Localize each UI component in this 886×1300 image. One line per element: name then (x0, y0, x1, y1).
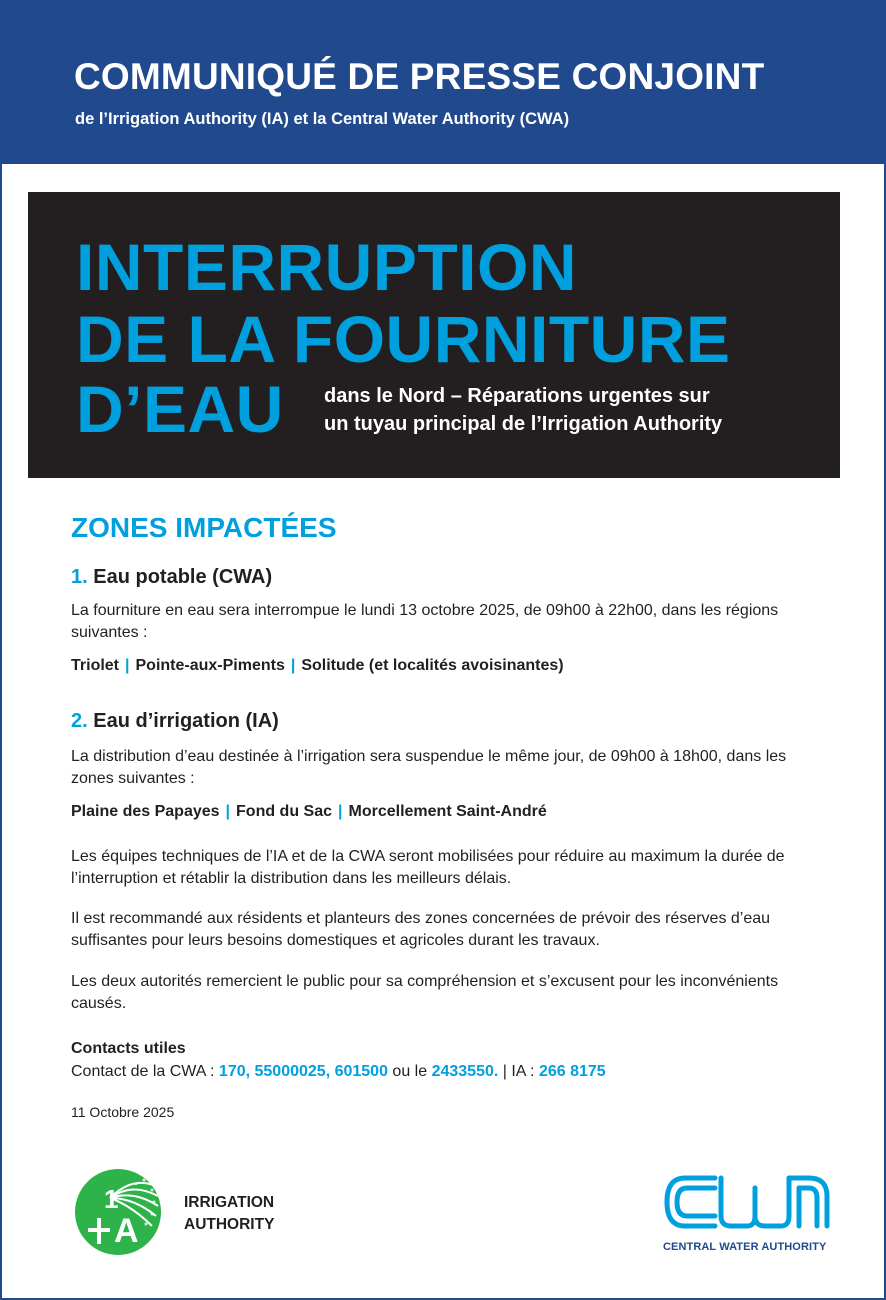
section-text-irrigation: La distribution d’eau destinée à l’irrigation sera suspendue le même jour, de 09h00 à 18h00, dans les zones suivantes : (71, 748, 787, 787)
contact-separator: | (498, 1063, 512, 1080)
cwa-logo-label: CENTRAL WATER AUTHORITY (663, 1241, 827, 1253)
hero-banner (28, 192, 840, 478)
header-band (0, 0, 886, 164)
place-separator: | (290, 657, 296, 674)
section-title: Eau potable (CWA) (93, 566, 273, 588)
publication-date: 11 Octobre 2025 (71, 1104, 175, 1120)
contact-ia-prefix: IA : (511, 1063, 539, 1080)
contact-ia-number: 266 8175 (538, 1063, 606, 1080)
places-list-irrigation (71, 803, 547, 821)
ia-logo-label-line-2: AUTHORITY (184, 1216, 275, 1233)
hero-headline-line-2: DE LA FOURNITURE (76, 302, 731, 376)
ia-logo-label-line-1: IRRIGATION (184, 1194, 275, 1211)
section-number: 1. (71, 566, 88, 588)
place-separator: | (225, 803, 231, 820)
section-title: Eau d’irrigation (IA) (93, 710, 279, 732)
place-item: Triolet (71, 657, 120, 674)
section-heading-potable (71, 566, 272, 589)
contact-or: ou le (387, 1063, 432, 1080)
page-title: COMMUNIQUÉ DE PRESSE CONJOINT (74, 56, 765, 97)
body-paragraph-1: Les équipes techniques de l’IA et de la CWA seront mobilisées pour réduire au maximum la durée de l’interruption et rétablir la distribution dans les meilleurs délais. (71, 848, 785, 887)
contacts-heading: Contacts utiles (71, 1040, 186, 1057)
hero-headline-line-3: D’EAU (76, 372, 284, 446)
contact-cwa-extra: 2433550. (431, 1063, 499, 1080)
place-item: Pointe-aux-Piments (135, 657, 285, 674)
contacts-line (71, 1061, 806, 1083)
place-item: Morcellement Saint-André (348, 803, 547, 820)
irrigation-authority-logo (74, 1168, 162, 1256)
ia-logo-mark-a: A (114, 1212, 139, 1250)
place-separator: | (125, 657, 130, 674)
section-heading-irrigation (71, 710, 279, 733)
section-number: 2. (71, 710, 88, 732)
section-text-potable: La fourniture en eau sera interrompue le lundi 13 octobre 2025, de 09h00 à 22h00, dans les régions suivantes : (71, 602, 779, 641)
main-content (71, 512, 811, 1080)
place-separator: | (338, 803, 343, 820)
zones-heading: ZONES IMPACTÉES (71, 512, 337, 543)
ia-logo-mark-1: 1 (104, 1184, 119, 1214)
hero-subheadline-line-2: un tuyau principal de l’Irrigation Authority (324, 413, 723, 435)
hero-headline-line-1: INTERRUPTION (76, 230, 577, 304)
contact-cwa-numbers: 170, 55000025, 601500 (218, 1063, 388, 1080)
hero-subheadline (324, 382, 722, 438)
place-item: Plaine des Papayes (71, 803, 220, 820)
body-paragraph-3: Les deux autorités remercient le public pour sa compréhension et s’excusent pour les inconvénients causés. (71, 973, 779, 1012)
body-paragraph-2: Il est recommandé aux résidents et planteurs des zones concernées de prévoir des réserves d’eau suffisantes pour leurs besoins domestiques et agricoles durant les travaux. (71, 910, 771, 949)
central-water-authority-logo (663, 1172, 831, 1232)
ia-logo-label (184, 1192, 274, 1236)
places-list-potable (71, 657, 564, 675)
page-subtitle: de l’Irrigation Authority (IA) et la Central Water Authority (CWA) (75, 110, 570, 128)
place-item: Fond du Sac (236, 803, 333, 820)
place-item: Solitude (et localités avoisinantes) (301, 657, 564, 674)
contact-cwa-prefix: Contact de la CWA : (71, 1063, 219, 1080)
hero-subheadline-line-1: dans le Nord – Réparations urgentes sur (324, 385, 710, 407)
